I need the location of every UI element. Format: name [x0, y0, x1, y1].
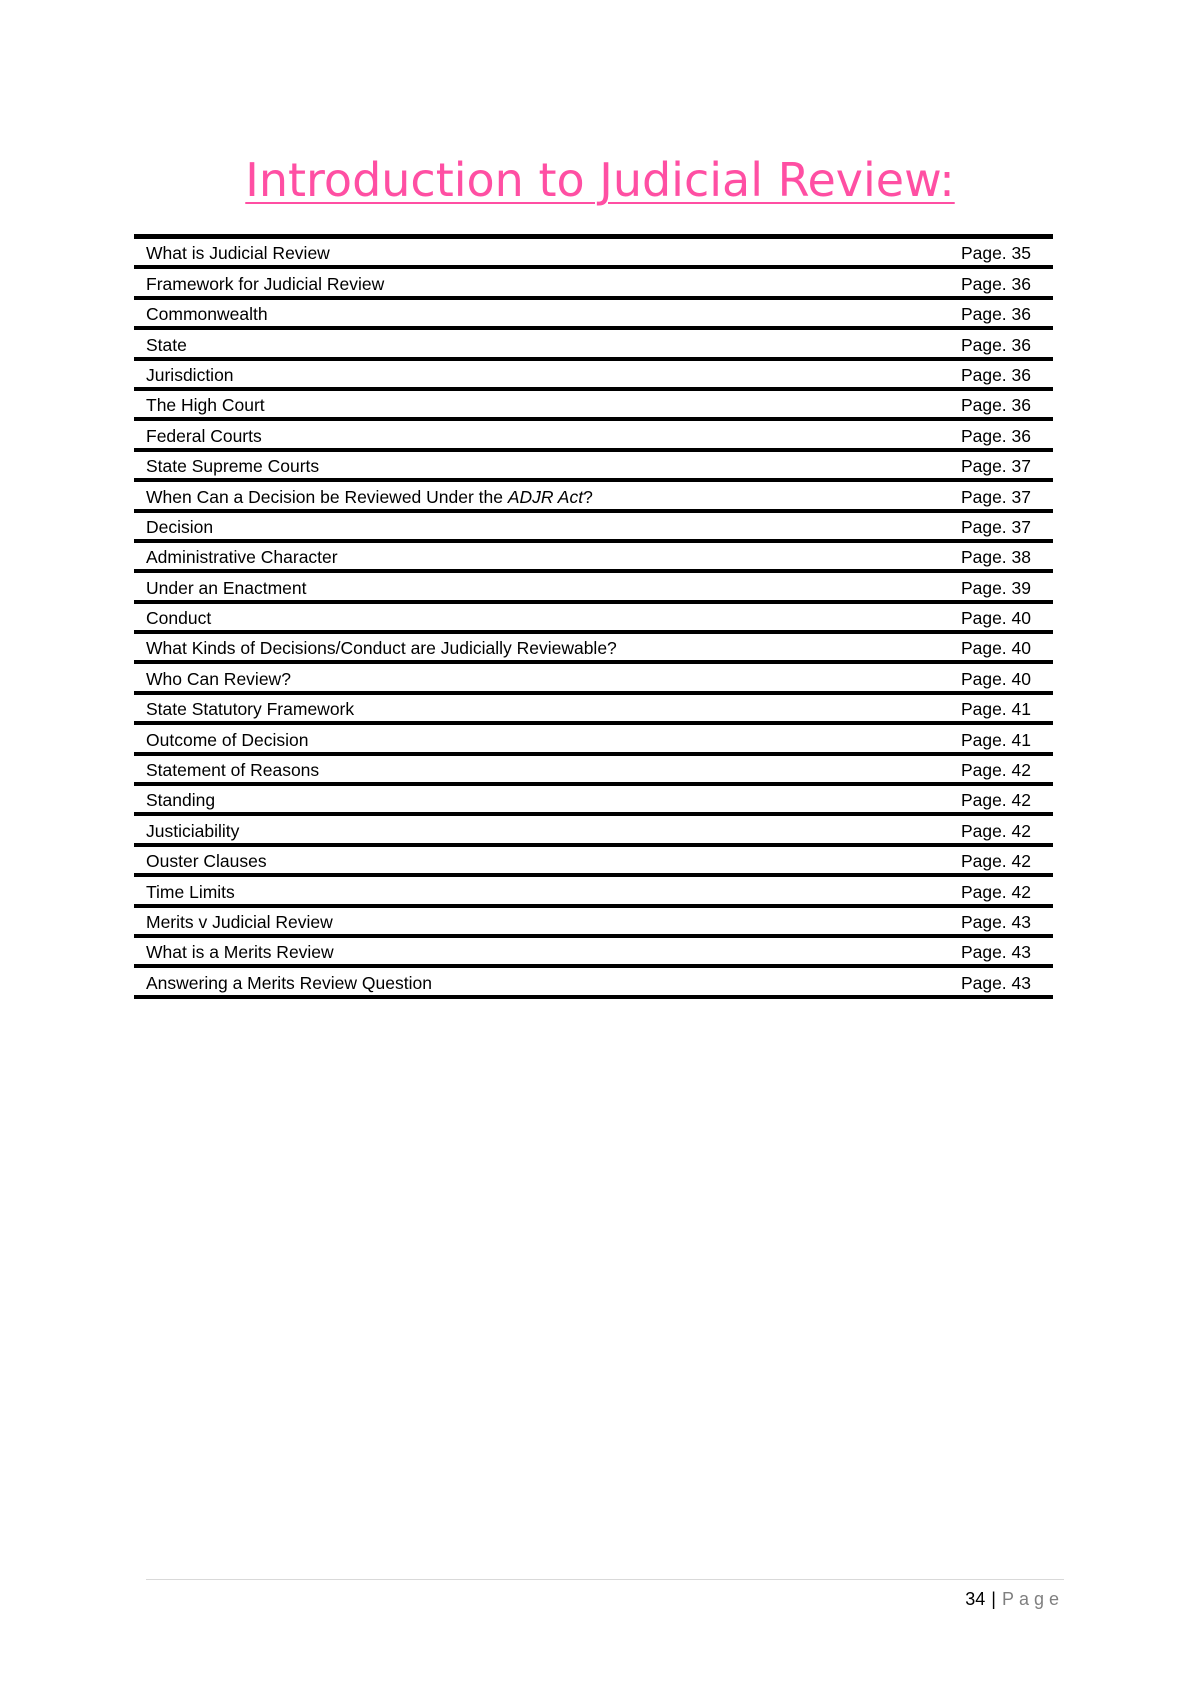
toc-row: [134, 786, 1053, 816]
toc-entry-label: Under an Enactment: [146, 577, 307, 598]
page-footer: [965, 1587, 1064, 1611]
toc-entry-label: What is a Merits Review: [146, 942, 334, 963]
toc-row: [134, 573, 1053, 603]
toc-page-number: Page. 43: [960, 911, 1031, 932]
toc-entry-label-prefix: When Can a Decision be Reviewed Under the: [146, 486, 508, 507]
toc-page-number: Page. 35: [960, 243, 1031, 264]
toc-page-number: Page. 43: [960, 972, 1031, 993]
toc-row: [134, 968, 1053, 998]
toc-page-number: Page. 41: [960, 699, 1031, 720]
toc-page-number: Page. 40: [960, 668, 1031, 689]
toc-entry-label: Statement of Reasons: [146, 760, 320, 781]
toc-row: [134, 908, 1053, 938]
table-of-contents: [134, 234, 1053, 999]
toc-page-number: Page. 37: [960, 456, 1031, 477]
toc-row: [134, 239, 1053, 269]
toc-page-number: Page. 38: [960, 547, 1031, 568]
toc-row: [134, 513, 1053, 543]
toc-entry-label: What is Judicial Review: [146, 243, 330, 264]
toc-page-number: Page. 36: [960, 425, 1031, 446]
toc-page-number: Page. 39: [960, 577, 1031, 598]
toc-row: [134, 938, 1053, 968]
toc-page-number: Page. 36: [960, 334, 1031, 355]
toc-entry-label: Answering a Merits Review Question: [146, 972, 432, 993]
toc-entry-label: Jurisdiction: [146, 364, 234, 385]
toc-entry-label: Commonwealth: [146, 304, 268, 325]
toc-entry-label: State: [146, 334, 187, 355]
toc-row: [134, 269, 1053, 299]
toc-row: [134, 604, 1053, 634]
toc-entry-label: Who Can Review?: [146, 668, 291, 689]
footer-page-word: Page: [1001, 1589, 1064, 1609]
toc-row: [134, 725, 1053, 755]
toc-page-number: Page. 42: [960, 881, 1031, 902]
toc-entry-label: Conduct: [146, 608, 212, 629]
toc-row: [134, 361, 1053, 391]
toc-row: [134, 664, 1053, 694]
toc-row: [134, 634, 1053, 664]
toc-row: [134, 421, 1053, 451]
footer-separator: |: [991, 1589, 996, 1609]
toc-row: [134, 877, 1053, 907]
toc-entry-label: Outcome of Decision: [146, 729, 309, 750]
footer-page-number: 34: [965, 1589, 986, 1609]
toc-row: [134, 300, 1053, 330]
toc-row: [134, 482, 1053, 512]
toc-entry-label: [134, 486, 593, 509]
toc-entry-label: Federal Courts: [146, 425, 262, 446]
toc-entry-label: Time Limits: [146, 881, 235, 902]
toc-entry-label: Ouster Clauses: [146, 851, 267, 872]
toc-entry-label: State Supreme Courts: [146, 456, 320, 477]
toc-entry-label-italic: ADJR Act: [507, 486, 584, 507]
toc-page-number: Page. 37: [960, 516, 1031, 537]
toc-entry-label: Merits v Judicial Review: [146, 911, 333, 932]
toc-entry-label: Justiciability: [146, 820, 240, 841]
toc-page-number: Page. 37: [960, 486, 1031, 507]
toc-page-number: Page. 36: [960, 395, 1031, 416]
toc-page-number: Page. 42: [960, 760, 1031, 781]
toc-row: [134, 330, 1053, 360]
toc-row: [134, 847, 1053, 877]
toc-row: [134, 756, 1053, 786]
toc-page-number: Page. 36: [960, 273, 1031, 294]
toc-entry-label: Decision: [146, 516, 214, 537]
toc-row: [134, 452, 1053, 482]
toc-page-number: Page. 43: [960, 942, 1031, 963]
toc-entry-label: Standing: [146, 790, 216, 811]
toc-entry-label: Framework for Judicial Review: [146, 273, 385, 294]
footer-divider: [146, 1579, 1064, 1580]
toc-page-number: Page. 36: [960, 304, 1031, 325]
toc-page-number: Page. 40: [960, 608, 1031, 629]
toc-row: [134, 695, 1053, 725]
toc-page-number: Page. 40: [960, 638, 1031, 659]
toc-entry-label-suffix: ?: [583, 486, 593, 507]
page-title: Introduction to Judicial Review:: [245, 153, 955, 207]
toc-row: [134, 543, 1053, 573]
toc-page-number: Page. 42: [960, 820, 1031, 841]
toc-entry-label: Administrative Character: [146, 547, 338, 568]
toc-row: [134, 391, 1053, 421]
toc-page-number: Page. 42: [960, 790, 1031, 811]
toc-entry-label: State Statutory Framework: [146, 699, 355, 720]
toc-entry-label: What Kinds of Decisions/Conduct are Judicially Reviewable?: [146, 638, 617, 659]
toc-entry-label: The High Court: [146, 395, 265, 416]
toc-page-number: Page. 41: [960, 729, 1031, 750]
toc-page-number: Page. 42: [960, 851, 1031, 872]
toc-page-number: Page. 36: [960, 364, 1031, 385]
toc-row: [134, 816, 1053, 846]
